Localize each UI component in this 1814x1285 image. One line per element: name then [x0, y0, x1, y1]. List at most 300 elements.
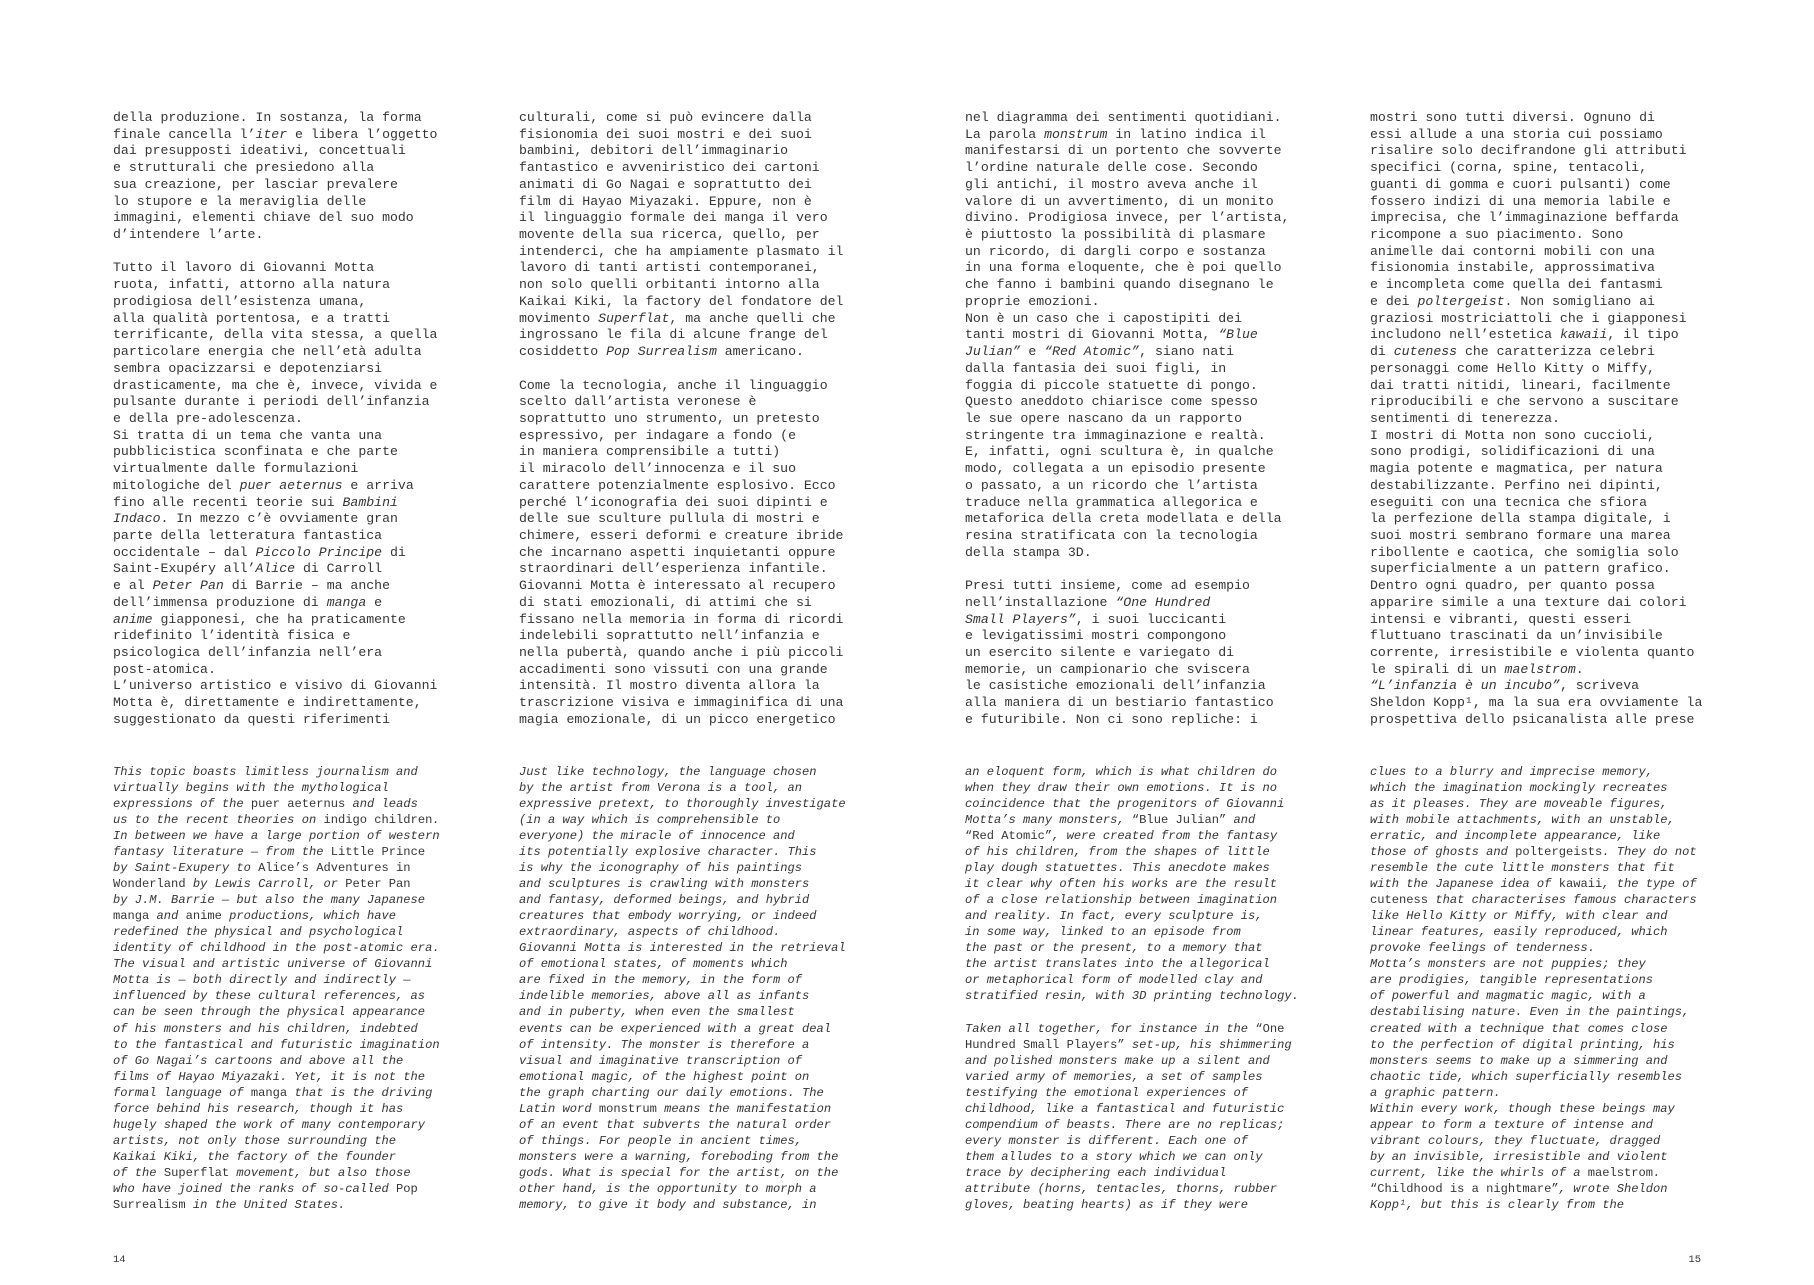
text-run: .: [1653, 1165, 1661, 1180]
text-block: [965, 764, 1310, 1004]
text-line: metaforica della creta modellata e della: [965, 511, 1282, 527]
text-run: .: [1575, 661, 1584, 677]
text-line: extraordinary, aspects of childhood.: [519, 925, 781, 940]
text-run: nell’installazione: [965, 594, 1116, 610]
text-run: , were created from the fantasy: [1052, 829, 1278, 844]
text-line: compendium of beasts. There are no replicas;: [965, 1117, 1285, 1132]
text-line: di stati emozionali, di attimi che si: [519, 594, 812, 610]
text-line: Kaikai Kiki, la factory del fondatore del: [519, 293, 844, 309]
emphasis-run: Pop: [396, 1181, 418, 1196]
text-run: . In mezzo c’è ovviamente gran: [160, 511, 398, 527]
text-line: identity of childhood in the post-atomic era.: [113, 941, 440, 956]
text-run: set-up, his shimmering: [1124, 1037, 1292, 1052]
text-line: resina stratificata con la tecnologia: [965, 527, 1258, 543]
emphasis-run: puer aeternus: [239, 477, 343, 493]
text-line: [965, 812, 1310, 828]
text-line: imprecisa, che l’immaginazione beffarda: [1370, 210, 1679, 226]
text-line: [113, 1181, 458, 1197]
text-line: divino. Prodigiosa invece, per l’artista,: [965, 210, 1290, 226]
page-number-left: 14: [113, 1254, 126, 1266]
text-block: [519, 764, 864, 1213]
text-line: [113, 844, 458, 860]
text-line: Tutto il lavoro di Giovanni Motta: [113, 260, 375, 276]
text-line: film di Hayao Miyazaki. Eppure, non è: [519, 193, 812, 209]
emphasis-run: Alice: [255, 561, 296, 577]
text-line: [965, 1037, 1310, 1053]
text-line: intensi e vibranti, questi esseri: [1370, 611, 1632, 627]
text-line: pulsante durante i periodi dell’infanzia: [113, 394, 430, 410]
text-run: includono nell’estetica: [1370, 327, 1560, 343]
text-run: e arriva: [342, 477, 414, 493]
text-run: with the Japanese idea of: [1370, 877, 1559, 892]
text-line: emotional magic, of the highest point on: [519, 1069, 810, 1084]
text-line: che fanno i bambini quando disegnano le: [965, 277, 1274, 293]
emphasis-run: puer aeternus: [250, 797, 346, 812]
text-line: when they draw their own emotions. It is no: [965, 781, 1278, 796]
text-line: sua creazione, per lasciar prevalere: [113, 176, 398, 192]
text-run: e libera l’oggetto: [287, 126, 438, 142]
text-line: alla maniera di un bestiario fantastico: [965, 695, 1274, 711]
text-line: destabilising nature. Even in the paintings,: [1370, 1005, 1690, 1020]
emphasis-run: Superflat: [598, 310, 670, 326]
text-line: of an event that subverts the natural order: [519, 1117, 832, 1132]
text-run: Taken all together, for instance in the: [965, 1021, 1256, 1036]
text-run: che caratterizza celebri: [1457, 344, 1655, 360]
text-line: varied army of memories, a set of samples: [965, 1069, 1263, 1084]
text-line: other hand, is the opportunity to morph a: [519, 1181, 817, 1196]
text-line: monsters seems to make up a simmering and: [1370, 1053, 1668, 1068]
text-line: ridefinito l’identità fisica e: [113, 628, 351, 644]
text-line: influenced by these cultural references, as: [113, 989, 426, 1004]
text-line: in una forma eloquente, che è poi quello: [965, 260, 1282, 276]
text-line: soprattutto uno strumento, un pretesto: [519, 410, 820, 426]
text-line: fluttuano trascinati da un’invisibile: [1370, 628, 1663, 644]
text-line: Questo aneddoto chiarisce come spesso: [965, 394, 1258, 410]
text-line: or metaphorical form of modelled clay and: [965, 973, 1263, 988]
text-line: accadimenti sono vissuti con una grande: [519, 661, 828, 677]
text-block: [965, 1021, 1310, 1213]
text-run: e dei: [1370, 293, 1418, 309]
text-line: animelle dai contorni mobili con una: [1370, 243, 1655, 259]
text-run: di: [1370, 344, 1394, 360]
text-line: [1370, 892, 1715, 908]
text-line: [113, 1165, 458, 1181]
text-run: means the manifestation: [656, 1101, 832, 1116]
text-line: Non è un caso che i capostipiti dei: [965, 310, 1242, 326]
text-line: memory, to give it body and substance, in: [519, 1197, 817, 1212]
text-line: is why the iconography of his paintings: [519, 861, 803, 876]
text-line: linear features, easily reproduced, which: [1370, 925, 1668, 940]
text-line: gli antichi, il mostro aveva anche il: [965, 176, 1258, 192]
text-line: with mobile attachments, with an unstable,: [1370, 813, 1675, 828]
text-line: lo stupore e la meraviglia delle: [113, 193, 367, 209]
text-line: e della pre-adolescenza.: [113, 410, 303, 426]
text-line: of things. For people in ancient times,: [519, 1133, 803, 1148]
emphasis-run: Bambini: [342, 494, 398, 510]
emphasis-run: Peter Pan: [152, 578, 224, 594]
text-line: intensità. Il mostro diventa allora la: [519, 678, 820, 694]
text-line: mostri sono tutti diversi. Ognuno di: [1370, 110, 1655, 125]
emphasis-run: Alice’s Adventures in: [258, 861, 411, 876]
text-line: le sue opere nascano da un rapporto: [965, 410, 1242, 426]
text-line: ricompone a suo piacimento. Sono: [1370, 227, 1624, 243]
text-line: Motta is — both directly and indirectly —: [113, 973, 411, 988]
text-line: fissano nella memoria in forma di ricordi: [519, 611, 844, 627]
text-run: finale cancella l’: [113, 126, 256, 142]
text-line: specifici (corna, spine, tentacoli,: [1370, 160, 1647, 176]
english-column-4: [1370, 764, 1715, 1213]
emphasis-run: Surrealism: [113, 1197, 186, 1212]
text-run: Motta’s many monsters,: [965, 813, 1132, 828]
text-line: il miracolo dell’innocenza e il suo: [519, 461, 796, 477]
text-line: bambini, debitori dell’immaginario: [519, 143, 789, 159]
text-line: of his children, from the shapes of little: [965, 845, 1270, 860]
emphasis-run: Hundred Small Players”: [965, 1037, 1125, 1052]
text-line: nella pubertà, quando anche i più piccoli: [519, 645, 844, 660]
text-line: Dentro ogni quadro, per quanto possa: [1370, 578, 1655, 594]
text-line: ribollente e caotica, che somiglia solo: [1370, 544, 1679, 560]
text-line: straordinari dell’esperienza infantile.: [519, 561, 828, 577]
text-line: erratic, and incomplete appearance, like: [1370, 829, 1661, 844]
text-run: by Saint-Exupery to: [113, 861, 259, 876]
emphasis-run: Little Prince: [330, 845, 426, 860]
emphasis-run: monstrum: [598, 1101, 657, 1116]
text-line: clues to a blurry and imprecise memory,: [1370, 765, 1654, 779]
emphasis-run: manga: [326, 594, 367, 610]
text-line: stringente tra immaginazione e realtà.: [965, 427, 1266, 443]
text-line: dai tratti nitidi, lineari, facilmente: [1370, 377, 1671, 393]
text-line: everyone) the miracle of innocence and: [519, 829, 795, 844]
text-line: [113, 908, 458, 924]
text-line: it clear why often his works are the result: [965, 877, 1278, 892]
text-line: virtually begins with the mythological: [113, 781, 389, 796]
text-line: coincidence that the progenitors of Giovanni: [965, 797, 1285, 812]
text-line: non solo quelli orbitanti intorno alla: [519, 277, 820, 293]
text-line: [113, 812, 458, 828]
text-line: intenderci, che ha ampiamente plasmato il: [519, 243, 844, 259]
text-run: americano.: [716, 344, 804, 360]
emphasis-run: “Blue Julian”: [1131, 813, 1227, 828]
text-run: , ma anche quelli che: [669, 310, 836, 326]
text-line: è piuttosto la possibilità di plasmare: [965, 227, 1266, 243]
text-line: espressivo, per indagare a fondo (e: [519, 427, 796, 443]
text-run: , siano nati: [1139, 344, 1235, 360]
text-line: [113, 860, 458, 876]
text-line: gloves, beating hearts) as if they were: [965, 1197, 1249, 1212]
text-line: of Go Nagai’s cartoons and above all the: [113, 1053, 404, 1068]
text-line: d’intendere l’arte.: [113, 227, 264, 243]
text-line: are prodigies, tangible representations: [1370, 973, 1654, 988]
text-line: suggestionato da questi riferimenti: [113, 711, 390, 727]
text-line: pubblicistica sconfinata e che parte: [113, 444, 398, 460]
text-line: perché l’iconografia dei suoi dipinti e: [519, 494, 828, 510]
text-run: mitologiche del: [113, 477, 240, 493]
text-line: personaggi come Hello Kitty o Miffy,: [1370, 360, 1655, 376]
text-line: childhood, like a fantastical and futuristic: [965, 1101, 1285, 1116]
text-line: alla qualità portentosa, e a tratti: [113, 310, 390, 326]
text-line: its potentially explosive character. This: [519, 845, 817, 860]
emphasis-run: “One Hundred: [1115, 594, 1211, 610]
text-line: The visual and artistic universe of Giovanni: [113, 957, 433, 972]
text-line: sentimenti di tenerezza.: [1370, 410, 1560, 426]
emphasis-run: Superflat: [163, 1165, 230, 1180]
text-line: force behind his research, though it has: [113, 1101, 404, 1116]
text-run: .: [432, 813, 440, 828]
emphasis-run: “L’infanzia è un incubo”: [1370, 678, 1560, 694]
text-line: which the imagination mockingly recreates: [1370, 781, 1668, 796]
text-run: giapponesi, che ha praticamente: [152, 611, 406, 627]
text-line: indelible memories, above all as infants: [519, 989, 810, 1004]
text-line: ruota, infatti, attorno alla natura: [113, 277, 390, 293]
emphasis-run: “Red Atomic”: [965, 829, 1053, 844]
text-line: [113, 796, 458, 812]
text-line: Just like technology, the language chosen: [519, 765, 817, 779]
text-line: [113, 1085, 458, 1101]
text-run: in the United States.: [185, 1197, 346, 1212]
text-line: Motta’s monsters are not puppies; they: [1370, 957, 1646, 972]
text-line: in maniera comprensibile a tutti): [519, 444, 781, 460]
text-line: post-atomica.: [113, 661, 216, 677]
text-line: I mostri di Motta non sono cuccioli,: [1370, 427, 1655, 443]
text-line: foggia di piccole statuette di pongo.: [965, 377, 1258, 393]
text-line: lavoro di tanti artisti contemporanei,: [519, 260, 820, 276]
emphasis-run: “Childhood is a nightmare”: [1370, 1181, 1559, 1196]
text-line: of emotional states, of moments which: [519, 957, 788, 972]
emphasis-run: anime: [113, 611, 153, 627]
text-run: formal language of: [113, 1085, 251, 1100]
text-line: o passato, a un ricordo che l’artista: [965, 477, 1258, 493]
emphasis-run: indigo children: [323, 813, 433, 828]
text-run: and: [149, 909, 186, 924]
text-line: to the fantastical and futuristic imagination: [113, 1037, 440, 1052]
text-run: , the type of: [1602, 877, 1697, 892]
emphasis-run: “Red Atomic”: [1044, 344, 1140, 360]
text-line: fantastico e avveniristico dei cartoni: [519, 160, 820, 176]
text-line: movente della sua ricerca, quello, per: [519, 227, 820, 243]
text-run: and leads: [345, 797, 418, 812]
text-line: proprie emozioni.: [965, 293, 1100, 309]
text-run: di: [382, 544, 406, 560]
text-run: La parola: [965, 126, 1045, 142]
text-line: fisionomia instabile, approssimativa: [1370, 260, 1655, 276]
text-line: Giovanni Motta è interessato al recupero: [519, 578, 836, 594]
text-line: [113, 1197, 458, 1213]
text-run: di Barrie – ma anche: [223, 578, 391, 594]
text-line: [519, 1101, 864, 1117]
text-line: ingrossano le fila di alcune frange del: [519, 327, 828, 343]
text-run: expressions of the: [113, 797, 251, 812]
text-line: Giovanni Motta is interested in the retrieval: [519, 941, 846, 956]
text-line: and reality. In fact, every sculpture is,: [965, 909, 1263, 924]
text-line: riproducibili e che servono a suscitare: [1370, 394, 1679, 410]
emphasis-run: Wonderland: [113, 877, 186, 892]
english-column-3: [965, 764, 1310, 1213]
text-run: us to the recent theories on: [113, 813, 324, 828]
text-line: of a close relationship between imagination: [965, 893, 1278, 908]
text-line: trace by deciphering each individual: [965, 1165, 1227, 1180]
text-line: by the artist from Verona is a tool, an: [519, 781, 803, 796]
text-line: essi allude a una storia cui possiamo: [1370, 126, 1663, 142]
emphasis-run: Peter Pan: [345, 877, 411, 892]
text-run: that is the driving: [287, 1085, 433, 1100]
text-run: . They do not: [1602, 845, 1697, 860]
text-line: artists, not only those surrounding the: [113, 1133, 397, 1148]
text-run: tanti mostri di Giovanni Motta,: [965, 327, 1219, 343]
text-line: and in puberty, when even the smallest: [519, 1005, 795, 1020]
text-line: to the perfection of digital printing, his: [1370, 1037, 1675, 1052]
text-line: Kopp¹, but this is clearly from the: [1370, 1197, 1625, 1212]
text-line: guanti di gomma e cuori pulsanti) come: [1370, 176, 1671, 192]
emphasis-run: kawaii: [1558, 877, 1603, 892]
text-line: in some way, linked to an episode from: [965, 925, 1241, 940]
text-line: the past or the present, to a memory that: [965, 941, 1263, 956]
text-line: animati di Go Nagai e soprattutto dei: [519, 176, 812, 192]
emphasis-run: Pop Surrealism: [606, 344, 717, 360]
text-run: Saint-Exupéry all’: [113, 561, 256, 577]
text-line: traduce nella grammatica allegorica e: [965, 494, 1258, 510]
text-line: [113, 876, 458, 892]
text-line: the artist translates into the allegorical: [965, 957, 1270, 972]
english-column-1: [113, 764, 458, 1213]
emphasis-run: manga: [250, 1085, 288, 1100]
text-line: testifying the emotional experiences of: [965, 1085, 1249, 1100]
text-line: che incarnano aspetti inquietanti oppure: [519, 544, 836, 560]
text-line: e strutturali che presiedono alla: [113, 160, 375, 176]
text-line: un esercito silente e variegato di: [965, 645, 1235, 660]
text-line: Sheldon Kopp¹, ma la sua era ovviamente la: [1370, 695, 1703, 711]
text-line: dalla fantasia dei suoi figli, in: [965, 360, 1227, 376]
text-line: like Hello Kitty or Miffy, with clear and: [1370, 909, 1668, 924]
text-line: of his monsters and his children, indebted: [113, 1021, 418, 1036]
text-line: films of Hayao Miyazaki. Yet, it is not the: [113, 1069, 426, 1084]
text-line: un ricordo, di dargli corpo e sostanza: [965, 243, 1266, 259]
text-line: fossero indizi di una memoria labile e: [1370, 193, 1671, 209]
text-line: resemble the cute little monsters that fit: [1370, 861, 1675, 876]
text-run: e: [1020, 344, 1045, 360]
text-line: and sculptures is crawling with monsters: [519, 877, 810, 892]
emphasis-run: “Blue: [1218, 327, 1258, 343]
text-run: di Carroll: [295, 561, 383, 577]
emphasis-run: cuteness: [1370, 893, 1429, 908]
text-line: trascrizione visiva e immaginifica di una: [519, 695, 844, 711]
text-block: [113, 764, 458, 1213]
text-line: magia potente e magmatica, per natura: [1370, 461, 1663, 477]
text-line: delle sue sculture pullula di mostri e: [519, 511, 820, 527]
text-line: della produzione. In sostanza, la forma: [113, 110, 422, 125]
text-line: e futuribile. Non ci sono repliche: i: [965, 711, 1258, 727]
text-run: and: [1226, 813, 1256, 828]
text-line: expressive pretext, to thoroughly investigate: [519, 797, 846, 812]
text-line: of powerful and magmatic magic, with a: [1370, 989, 1646, 1004]
text-run: fantasy literature — from the: [113, 845, 331, 860]
emphasis-run: maelstrom: [1504, 661, 1576, 677]
emphasis-run: maelstrom: [1587, 1165, 1654, 1180]
text-line: memorie, un campionario che sviscera: [965, 661, 1250, 677]
text-run: by Lewis Carroll, or: [185, 877, 346, 892]
text-line: gods. What is special for the artist, on the: [519, 1165, 839, 1180]
text-run: dell’immensa produzione di: [113, 594, 327, 610]
text-line: an eloquent form, which is what children do: [965, 765, 1278, 779]
text-line: suoi mostri sembrano formare una marea: [1370, 527, 1671, 543]
text-line: by J.M. Barrie — but also the many Japanese: [113, 893, 426, 908]
text-line: vibrant colours, they fluctuate, dragged: [1370, 1133, 1661, 1148]
text-line: Si tratta di un tema che vanta una: [113, 427, 383, 443]
emphasis-run: iter: [255, 126, 288, 142]
text-line: della stampa 3D.: [965, 544, 1092, 560]
text-line: as it pleases. They are moveable figures,: [1370, 797, 1668, 812]
text-line: In between we have a large portion of western: [113, 829, 440, 844]
text-run: le spirali di un: [1370, 661, 1505, 677]
text-line: attribute (horns, tentacles, thorns, rubber: [965, 1181, 1278, 1196]
text-line: a graphic pattern.: [1370, 1085, 1501, 1100]
text-line: il linguaggio formale dei manga il vero: [519, 210, 828, 226]
text-line: are fixed in the memory, in the form of: [519, 973, 803, 988]
text-line: the graph charting our daily emotions. The: [519, 1085, 824, 1100]
emphasis-run: anime: [185, 909, 222, 924]
text-run: fino alle recenti teorie sui: [113, 494, 343, 510]
text-run: those of ghosts and: [1370, 845, 1516, 860]
text-line: carattere potenzialmente esplosivo. Ecco: [519, 477, 836, 493]
text-line: creatures that embody worrying, or indeed: [519, 909, 817, 924]
text-line: every monster is different. Each one of: [965, 1133, 1249, 1148]
text-line: by an invisible, irresistible and violent: [1370, 1149, 1668, 1164]
text-line: immagini, elementi chiave del suo modo: [113, 210, 414, 226]
text-run: in latino indica il: [1107, 126, 1266, 142]
text-line: dai presupposti ideativi, concettuali: [113, 143, 406, 159]
text-line: Motta è, direttamente e indirettamente,: [113, 695, 422, 711]
text-line: prodigiosa dell’esistenza umana,: [113, 293, 367, 309]
text-line: le casistiche emozionali dell’infanzia: [965, 678, 1266, 694]
text-line: apparire simile a una texture dai colori: [1370, 594, 1687, 610]
text-line: E, infatti, ogni scultura è, in qualche: [965, 444, 1274, 460]
text-line: Within every work, though these beings may: [1370, 1101, 1675, 1116]
text-line: redefined the physical and psychological: [113, 925, 404, 940]
emphasis-run: kawaii: [1559, 327, 1608, 343]
text-run: . Non somigliano ai: [1504, 293, 1655, 309]
text-line: chaotic tide, which superficially resembles: [1370, 1069, 1683, 1084]
text-line: [965, 1021, 1310, 1037]
text-line: monsters were a warning, foreboding from the: [519, 1149, 839, 1164]
text-line: culturali, come si può evincere dalla: [519, 110, 812, 125]
emphasis-run: Julian”: [965, 344, 1021, 360]
text-line: prospettiva dello psicanalista alle prese: [1370, 711, 1695, 727]
text-line: sembra opacizzarsi e depotenziarsi: [113, 360, 383, 376]
text-line: [1370, 1181, 1715, 1197]
text-line: indelebili soprattutto nell’infanzia e: [519, 628, 820, 644]
emphasis-run: manga: [113, 909, 150, 924]
text-line: Come la tecnologia, anche il linguaggio: [519, 377, 828, 393]
page-number-right: 15: [1688, 1254, 1701, 1266]
text-run: , scriveva: [1559, 678, 1640, 694]
text-line: play dough statuettes. This anecdote makes: [965, 861, 1270, 876]
text-run: productions, which have: [221, 909, 397, 924]
text-line: L’universo artistico e visivo di Giovanni: [113, 678, 438, 694]
text-line: [965, 828, 1310, 844]
text-run: e al: [113, 578, 153, 594]
text-line: e incompleta come quella dei fantasmi: [1370, 277, 1663, 293]
text-line: events can be experienced with a great deal: [519, 1021, 832, 1036]
text-line: hugely shaped the work of many contemporary: [113, 1117, 426, 1132]
text-line: them alludes to a story which we can only: [965, 1149, 1263, 1164]
text-line: (in a way which is comprehensible to: [519, 813, 781, 828]
text-run: movement, but also those: [229, 1165, 411, 1180]
text-line: and fantasy, deformed beings, and hybrid: [519, 893, 810, 908]
text-line: la perfezione della stampa digitale, i: [1370, 511, 1671, 527]
text-line: l’ordine naturale delle cose. Secondo: [965, 160, 1258, 176]
emphasis-run: Indaco: [113, 511, 161, 527]
text-run: , il tipo: [1607, 327, 1679, 343]
text-run: e: [366, 594, 383, 610]
